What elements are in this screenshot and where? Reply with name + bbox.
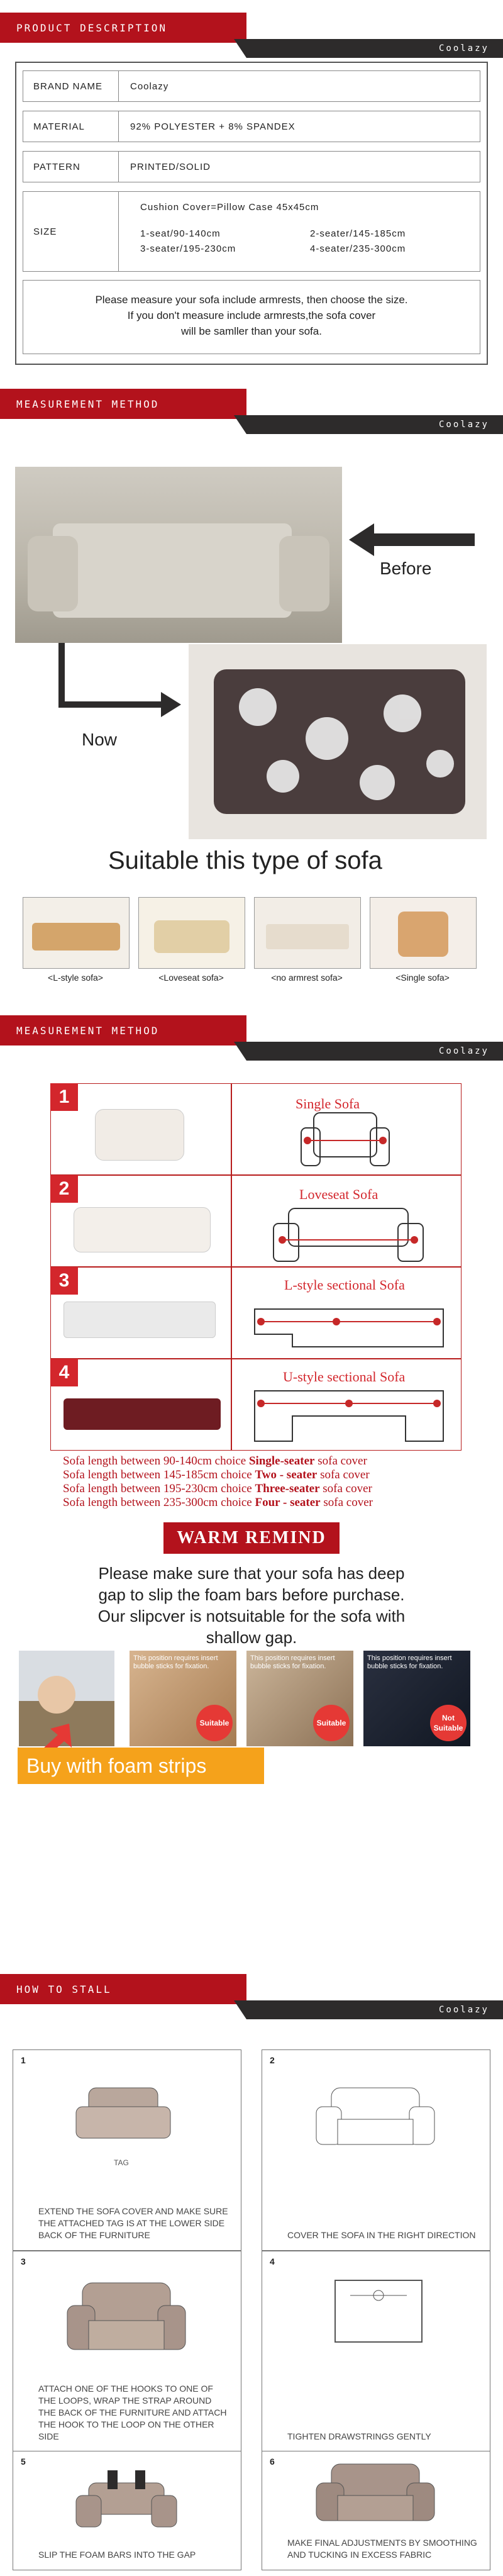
tag-label: TAG (114, 2158, 129, 2167)
warm-line: gap to slip the foam bars before purchase. (98, 1585, 405, 1604)
drawstring-illustration (331, 2277, 426, 2346)
measure-number: 4 (50, 1359, 78, 1386)
measure-note (23, 280, 480, 354)
spec-row-size (23, 191, 480, 272)
section-banner-how-to-stall (0, 1974, 503, 2019)
spec-value: 92% POLYESTER + 8% SPANDEX (130, 121, 296, 132)
step-3 (13, 2251, 241, 2452)
finished-sofa-illustration (306, 2458, 445, 2527)
l-style-sofa-photo (23, 897, 130, 969)
arrow-down-right-icon (55, 643, 181, 731)
step-1 (13, 2049, 241, 2251)
spec-key: BRAND NAME (23, 71, 119, 101)
type-caption: <no armrest sofa> (271, 973, 343, 983)
type-caption: <Single sofa> (395, 973, 450, 983)
arrow-left-icon (349, 521, 475, 559)
spec-key: MATERIAL (23, 111, 119, 142)
measure-title: L-style sectional Sofa (284, 1277, 405, 1293)
section-title: HOW TO STALL (16, 1983, 112, 1995)
note-line: Please measure your sofa include armrests, then choose the size. (95, 294, 408, 306)
photo-note: This position requires insert bubble sticks for fixation. (133, 1654, 218, 1670)
size-cushion: Cushion Cover=Pillow Case 45x45cm (140, 202, 319, 213)
size-2seater: 2-seater/145-185cm (310, 228, 406, 239)
gap-photo-3 (363, 1651, 470, 1746)
brand-label: Coolazy (438, 420, 489, 430)
section-title: MEASUREMENT METHOD (16, 398, 160, 410)
step-4 (262, 2251, 490, 2452)
gap-photo-1 (130, 1651, 236, 1746)
spec-value: PRINTED/SOLID (130, 161, 211, 172)
spec-key: SIZE (23, 192, 119, 271)
buy-foam-strips-banner: Buy with foam strips (18, 1748, 264, 1784)
suitable-heading: Suitable this type of sofa (108, 847, 382, 874)
section-banner-measurement-2 (0, 1015, 503, 1061)
gap-photo-2 (246, 1651, 353, 1746)
not-suitable-badge: Not Suitable (430, 1705, 467, 1741)
size-3seater: 3-seater/195-230cm (140, 243, 236, 254)
step-2 (262, 2049, 490, 2251)
before-label: Before (380, 559, 432, 578)
measure-title: U-style sectional Sofa (283, 1369, 406, 1385)
warm-line: Our slipcver is notsuitable for the sofa with (97, 1607, 406, 1625)
step-text: SLIP THE FOAM BARS INTO THE GAP (38, 2550, 196, 2560)
section-title: MEASUREMENT METHOD (16, 1025, 160, 1037)
spec-row-material (23, 111, 480, 142)
sofa-cover-illustration (70, 2075, 177, 2151)
measure-title: Loveseat Sofa (299, 1186, 379, 1202)
warm-remind-text (25, 1563, 478, 1648)
note-line: will be samller than your sofa. (181, 325, 322, 337)
warm-line: shallow gap. (206, 1628, 297, 1647)
section-banner-product-description (0, 13, 503, 58)
length-line-4: Sofa length between 235-300cm choice Four - seater sofa cover (63, 1496, 373, 1509)
step-number: 6 (270, 2456, 275, 2467)
step-text: COVER THE SOFA IN THE RIGHT DIRECTION (287, 2230, 476, 2240)
step-text: MAKE FINAL ADJUSTMENTS BY SMOOTHING AND TUCKING IN EXCESS FABRIC (287, 2538, 477, 2560)
no-armrest-sofa-photo (254, 897, 361, 969)
before-sofa-photo (15, 467, 342, 643)
section-banner-measurement-1 (0, 389, 503, 434)
type-caption: <L-style sofa> (48, 973, 103, 983)
step-text: ATTACH ONE OF THE HOOKS TO ONE OF THE LOOPS, WRAP THE STRAP AROUND THE BACK OF THE FURNITURE AND ATTACH THE HOOK TO THE LOOP ON THE OTHER SIDE (38, 2384, 227, 2441)
step-number: 4 (270, 2256, 275, 2267)
step-text: TIGHTEN DRAWSTRINGS GENTLY (287, 2431, 431, 2441)
size-1seat: 1-seat/90-140cm (140, 228, 221, 239)
measure-number: 1 (50, 1083, 78, 1111)
sofa-cover-illustration (57, 2270, 196, 2365)
foam-bars-illustration (70, 2464, 183, 2533)
spec-row-pattern (23, 151, 480, 182)
spec-table (15, 62, 488, 365)
step-text: EXTEND THE SOFA COVER AND MAKE SURE THE ATTACHED TAG IS AT THE LOWER SIDE BACK OF THE FURNITURE (38, 2206, 228, 2240)
photo-note: This position requires insert bubble sticks for fixation. (250, 1654, 335, 1670)
length-line-3: Sofa length between 195-230cm choice Three-seater sofa cover (63, 1482, 372, 1495)
suitable-badge: Suitable (196, 1705, 233, 1741)
size-4seater: 4-seater/235-300cm (310, 243, 406, 254)
spec-row-brand (23, 70, 480, 102)
step-number: 1 (21, 2055, 26, 2065)
brand-label: Coolazy (438, 2005, 489, 2015)
note-line: If you don't measure include armrests,the sofa cover (127, 309, 376, 321)
warm-line: Please make sure that your sofa has deep (98, 1564, 405, 1583)
measure-title: Single Sofa (296, 1096, 360, 1112)
sofa-cover-illustration (306, 2075, 445, 2157)
step-5 (13, 2451, 241, 2570)
loveseat-sofa-photo (138, 897, 245, 969)
measure-number: 3 (50, 1267, 78, 1295)
after-sofa-photo (189, 644, 487, 839)
brand-label: Coolazy (438, 43, 489, 53)
spec-key: PATTERN (23, 152, 119, 182)
step-number: 5 (21, 2456, 26, 2467)
suitable-badge: Suitable (313, 1705, 350, 1741)
spec-value: Coolazy (130, 81, 169, 92)
length-line-1: Sofa length between 90-140cm choice Single-seater sofa cover (63, 1454, 367, 1468)
step-number: 3 (21, 2256, 26, 2267)
single-sofa-photo (370, 897, 477, 969)
type-caption: <Loveseat sofa> (158, 973, 224, 983)
warm-remind-title: WARM REMIND (163, 1522, 340, 1554)
length-line-2: Sofa length between 145-185cm choice Two - seater sofa cover (63, 1468, 370, 1481)
step-6 (262, 2451, 490, 2570)
photo-note: This position requires insert bubble sticks for fixation. (367, 1654, 452, 1670)
brand-label: Coolazy (438, 1046, 489, 1056)
step-number: 2 (270, 2055, 275, 2065)
now-label: Now (82, 730, 118, 749)
section-title: PRODUCT DESCRIPTION (16, 22, 168, 34)
measure-number: 2 (50, 1175, 78, 1203)
